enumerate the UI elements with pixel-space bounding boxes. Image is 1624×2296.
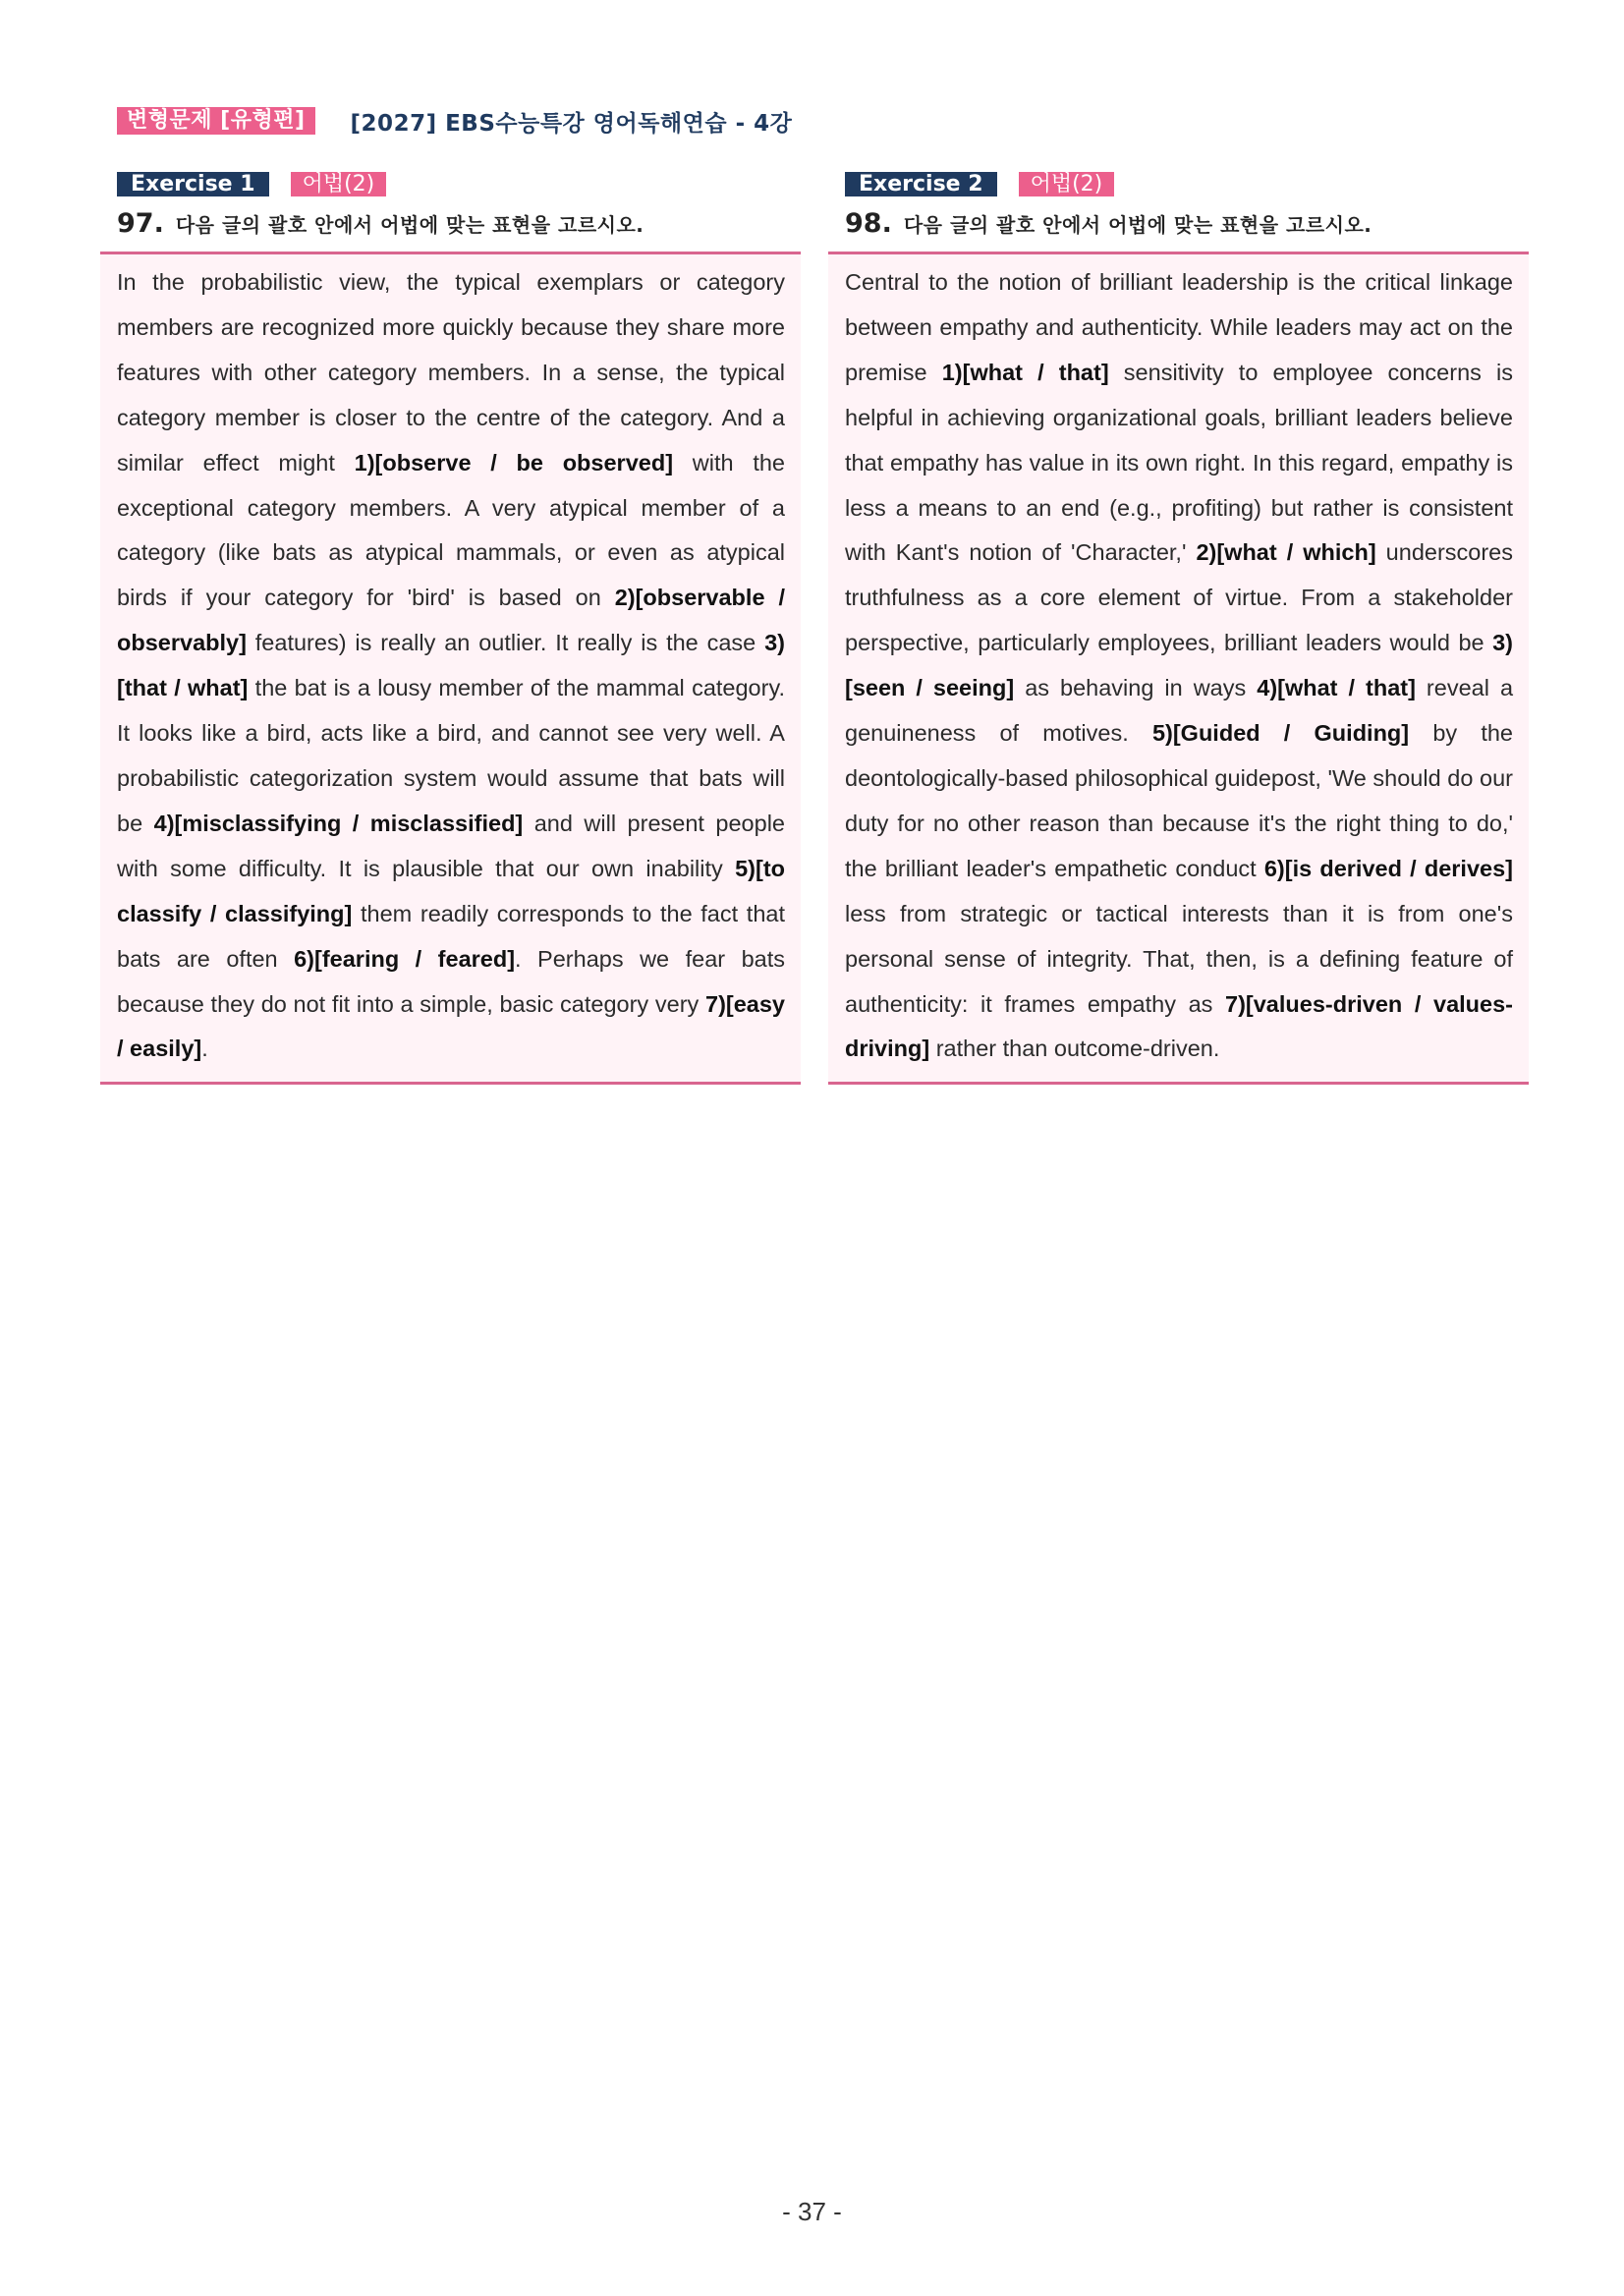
- passage-segment: Central to the notion of brilliant leadership is the critical linkage between empathy and authenticity. While leaders may act on the premise: [845, 269, 1513, 385]
- variant-tag: 변형문제 [유형편]: [117, 107, 315, 135]
- grammar-choice: 7)[values-driven / values-driving]: [845, 990, 1513, 1062]
- passage-box: [828, 252, 1529, 1085]
- grammar-choice: 5)[Guided / Guiding]: [1151, 720, 1410, 747]
- passage-segment: features) is really an outlier. It really is the case: [246, 630, 765, 656]
- grammar-choice: 2)[what / which]: [1196, 539, 1376, 566]
- passage-text: [845, 260, 1513, 1072]
- page-number: - 37 -: [782, 2197, 842, 2226]
- grammar-choice: 5)[to classify / classifying]: [117, 855, 785, 926]
- grammar-choice: 4)[misclassifying / misclassified]: [153, 810, 524, 836]
- passage-segment: rather than outcome-driven.: [929, 1036, 1220, 1062]
- question-line: [100, 208, 801, 242]
- passage-box: [100, 252, 801, 1085]
- question-number: 98.: [845, 208, 892, 239]
- exercise-tag-row: [828, 169, 1529, 198]
- grammar-choice: 6)[fearing / feared]: [294, 945, 516, 972]
- passage-segment: the bat is a lousy member of the mammal category. It looks like a bird, acts like a bird, and cannot see very well. A probabilistic categorization system would assume that bats will be: [117, 675, 785, 836]
- passage-segment: as behaving in ways: [1014, 675, 1258, 701]
- passage-segment: . Perhaps we fear bats because they do not fit into a simple, basic category very: [117, 945, 785, 1017]
- grammar-choice: 3)[that / what]: [117, 630, 785, 701]
- page-header: [117, 104, 792, 138]
- question-instruction: 다음 글의 괄호 안에서 어법에 맞는 표현을 고르시오.: [175, 213, 644, 237]
- question-type-tag: 어법(2): [291, 172, 387, 196]
- passage-segment: with the exceptional category members. A very atypical member of a category (like bats as atypical mammals, or even as atypical birds if your category for 'bird' is based on: [117, 449, 785, 611]
- question-number: 97.: [117, 208, 164, 239]
- series-title: [2027] EBS수능특강 영어독해연습 - 4강: [350, 110, 793, 137]
- grammar-choice: 3)[seen / seeing]: [845, 630, 1513, 701]
- exercise-label: Exercise 2: [845, 172, 997, 196]
- passage-segment: underscores truthfulness as a core element of virtue. From a stakeholder perspective, particularly employees, brilliant leaders would be: [845, 539, 1514, 656]
- grammar-choice: 2)[observable / observably]: [117, 585, 785, 656]
- exercise-column-2: [828, 169, 1529, 1085]
- passage-segment: them readily corresponds to the fact that bats are often: [117, 900, 785, 972]
- passage-segment: sensitivity to employee concerns is helpful in achieving organizational goals, brilliant leaders believe that empathy has value in its own right. In this regard, empathy is less a means to an end (e.g., profiting) but rather is consistent with Kant's notion of 'Character,': [845, 359, 1513, 566]
- passage-segment: and will present people with some difficulty. It is plausible that our own inability: [117, 810, 785, 881]
- grammar-choice: 7)[easy / easily]: [117, 990, 785, 1062]
- exercise-column-1: [100, 169, 801, 1085]
- exercise-label: Exercise 1: [117, 172, 269, 196]
- passage-text: [117, 260, 785, 1072]
- passage-segment: .: [201, 1036, 208, 1062]
- question-line: [828, 208, 1529, 242]
- grammar-choice: 6)[is derived / derives]: [1263, 855, 1513, 881]
- question-instruction: 다음 글의 괄호 안에서 어법에 맞는 표현을 고르시오.: [903, 213, 1372, 237]
- exercise-tag-row: [100, 169, 801, 198]
- passage-segment: In the probabilistic view, the typical exemplars or category members are recognized more quickly because they share more features with other category members. In a sense, the typical category member is closer to the centre of the category. And a similar effect might: [117, 269, 785, 476]
- passage-segment: by the deontologically-based philosophical guidepost, 'We should do our duty for no other reason than because it's the right thing to do,' the brilliant leader's empathetic conduct: [845, 720, 1513, 881]
- question-type-tag: 어법(2): [1019, 172, 1115, 196]
- passage-segment: less from strategic or tactical interests than it is from one's personal sense of integrity. That, then, is a defining feature of authenticity: it frames empathy as: [845, 900, 1513, 1017]
- passage-segment: reveal a genuineness of motives.: [845, 675, 1514, 747]
- grammar-choice: 1)[observe / be observed]: [354, 449, 674, 476]
- grammar-choice: 4)[what / that]: [1257, 675, 1416, 701]
- grammar-choice: 1)[what / that]: [941, 359, 1109, 385]
